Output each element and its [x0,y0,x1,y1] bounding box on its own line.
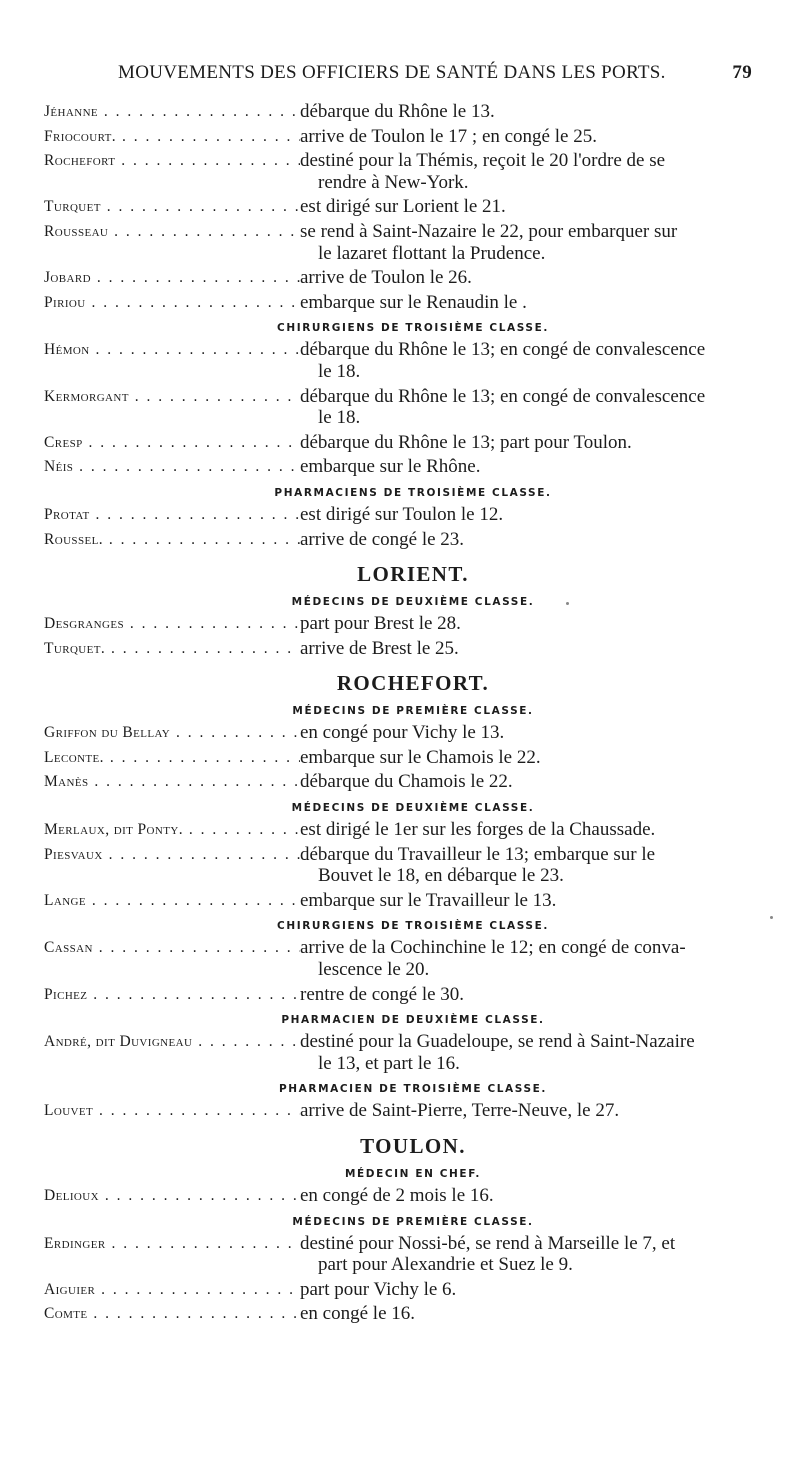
movement-text [300,101,756,123]
movement-text [300,844,756,887]
officer-name: Leconte. . . . [44,747,300,769]
officer-name: Cassan . . . [44,937,300,959]
officer-name: Cresp . . . [44,432,300,454]
officer-name: Piriou . . . [44,292,300,314]
movement-text-line: embarque sur le Rhône. [300,456,481,478]
movement-entry [44,292,756,314]
officer-name: Jéhanne . . . [44,101,300,123]
movement-entry [44,432,756,454]
movement-entry [44,339,756,382]
movement-entry [44,1233,756,1276]
officer-name: Kermorgant . . . [44,386,300,408]
rank-heading: MÉDECINS DE DEUXIÈME CLASSE. [291,802,535,815]
officer-name: Friocourt. . . . [44,126,300,148]
movement-text-line: en congé de 2 mois le 16. [300,1185,494,1206]
movement-entry [44,267,756,289]
movement-text [300,1303,756,1325]
movement-text-continuation: Bouvet le 18, en débarque le 23. [318,865,564,887]
movement-entry [44,196,756,218]
officer-name: Rousseau . . . [44,221,300,243]
rank-heading: PHARMACIEN DE DEUXIÈME CLASSE. [281,1014,545,1027]
page-number: 79 [732,62,752,83]
movement-text-line: est dirigé le 1er sur les forges de la Chaussade. [300,819,656,841]
movement-text-line: se rend à Saint-Nazaire le 22, pour embarquer sur [300,220,678,242]
movement-text-line: arrive de Toulon le 26. [300,267,472,289]
movement-text [300,890,756,912]
officer-name: Roussel. . . . [44,529,300,551]
movement-text [300,339,756,382]
movement-text-line: part pour Vichy le 6. [300,1278,457,1300]
movement-text [300,819,756,841]
officer-name: Turquet . . . [44,196,300,218]
officer-name: Turquet. . . . [44,638,300,660]
officer-name: Merlaux, dit Ponty. . . . [44,819,300,841]
movement-text-line: débarque du Chamois le 22. [300,771,513,793]
officer-name: André, dit Duvigneau . . . [44,1031,300,1053]
movement-text-line: est dirigé sur Toulon le 12. [300,503,504,525]
officer-name: Hémon . . . [44,339,300,361]
officer-name: Lange . . . [44,890,300,912]
movement-text-continuation: le lazaret flottant la Prudence. [318,242,546,264]
document-body [44,98,756,1328]
movement-text-line: arrive de congé le 23. [300,528,465,550]
rank-heading: MÉDECINS DE PREMIÈRE CLASSE. [292,1215,534,1228]
movement-text [300,504,756,526]
movement-text [300,1031,756,1074]
movement-text-line: embarque sur le Chamois le 22. [300,746,541,768]
movement-entry [44,1031,756,1074]
movement-entry [44,126,756,148]
movement-text [300,126,756,148]
movement-entry [44,747,756,769]
movement-entry [44,984,756,1006]
movement-entry [44,456,756,478]
header-title: MOUVEMENTS DES OFFICIERS DE SANTÉ DANS LES PORTS. [118,62,666,83]
movement-text [300,196,756,218]
movement-text [300,456,756,478]
port-heading: ROCHEFORT. [336,671,490,696]
port-heading: TOULON. [360,1134,466,1158]
movement-text-line: destiné pour la Thémis, reçoit le 20 l'ordre de se [300,150,666,172]
scan-speck [566,602,569,605]
rank-heading: CHIRURGIENS DE TROISIÈME CLASSE. [277,920,549,933]
officer-name: Néis . . . [44,456,300,478]
running-header [118,62,752,92]
movement-entry [44,101,756,123]
officer-name: Delioux . . . [44,1185,300,1207]
rank-heading: PHARMACIENS DE TROISIÈME CLASSE. [274,486,552,499]
movement-entry [44,1303,756,1325]
movement-text-line: arrive de Saint-Pierre, Terre-Neuve, le 27. [300,1100,620,1122]
movement-entry [44,529,756,551]
movement-text [300,638,756,660]
movement-text [300,1185,756,1207]
movement-entry [44,722,756,744]
movement-text-line: débarque du Rhône le 13; en congé de convalescence [300,339,706,361]
movement-text [300,1279,756,1301]
rank-heading: CHIRURGIENS DE TROISIÈME CLASSE. [277,322,549,335]
officer-name: Comte . . . [44,1303,300,1325]
movement-text [300,722,756,744]
movement-entry [44,890,756,912]
movement-text-line: part pour Brest le 28. [300,613,461,635]
officer-name: Jobard . . . [44,267,300,289]
rank-heading: MÉDECINS DE PREMIÈRE CLASSE. [292,705,534,718]
movement-text [300,937,756,980]
rank-heading: PHARMACIEN DE TROISIÈME CLASSE. [279,1083,547,1096]
movement-text-line: destiné pour Nossi-bé, se rend à Marseille le 7, et [300,1232,676,1254]
officer-name: Manès . . . [44,771,300,793]
movement-text-line: embarque sur le Renaudin le . [300,291,527,313]
movement-text [300,613,756,635]
movement-text [300,771,756,793]
movement-text [300,529,756,551]
movement-text-line: débarque du Rhône le 13; en congé de convalescence [300,385,706,407]
officer-name: Protat . . . [44,504,300,526]
movement-entry [44,819,756,841]
movement-entry [44,638,756,660]
movement-text-line: destiné pour la Guadeloupe, se rend à Saint-Nazaire [300,1031,695,1053]
movement-text-continuation: part pour Alexandrie et Suez le 9. [318,1254,573,1276]
movement-entry [44,771,756,793]
movement-text-line: arrive de Toulon le 17 ; en congé le 25. [300,125,597,147]
movement-text-line: arrive de Brest le 25. [300,637,459,659]
movement-text [300,432,756,454]
movement-entry [44,504,756,526]
officer-name: Piesvaux . . . [44,844,300,866]
officer-name: Pichez . . . [44,984,300,1006]
movement-text [300,292,756,314]
movement-entry [44,150,756,193]
movement-text [300,221,756,264]
movement-text [300,386,756,429]
movement-entry [44,1100,756,1122]
officer-name: Rochefort . . . [44,150,300,172]
scan-speck [770,916,773,919]
movement-text [300,747,756,769]
rank-heading: MÉDECINS DE DEUXIÈME CLASSE. [291,596,535,609]
officer-name: Griffon du Bellay . . . [44,722,300,744]
movement-text-line: débarque du Travailleur le 13; embarque sur le [300,843,656,865]
movement-text-continuation: lescence le 20. [318,959,430,981]
officer-name: Aiguier . . . [44,1279,300,1301]
movement-text-line: embarque sur le Travailleur le 13. [300,889,557,911]
movement-text-line: débarque du Rhône le 13. [300,101,495,122]
port-heading: LORIENT. [357,562,469,587]
movement-entry [44,221,756,264]
movement-text-continuation: le 18. [318,407,361,429]
officer-name: Erdinger . . . [44,1233,300,1255]
movement-entry [44,844,756,887]
movement-text-line: débarque du Rhône le 13; part pour Toulon. [300,431,632,453]
movement-text [300,1100,756,1122]
movement-text-continuation: le 18. [318,360,361,382]
movement-entry [44,1185,756,1207]
movement-text [300,1233,756,1276]
movement-entry [44,613,756,635]
movement-entry [44,937,756,980]
movement-entry [44,386,756,429]
rank-heading: MÉDECIN EN CHEF. [344,1168,482,1180]
movement-text-line: rentre de congé le 30. [300,983,465,1005]
movement-entry [44,1279,756,1301]
officer-name: Desgranges . . . [44,613,300,635]
movement-text-line: en congé le 16. [300,1303,416,1325]
movement-text-continuation: le 13, et part le 16. [318,1052,460,1074]
movement-text-line: est dirigé sur Lorient le 21. [300,196,506,218]
movement-text [300,150,756,193]
movement-text-continuation: rendre à New-York. [318,171,469,193]
movement-text-line: arrive de la Cochinchine le 12; en congé de conva- [300,937,686,959]
movement-text-line: en congé pour Vichy le 13. [300,722,505,744]
officer-name: Louvet . . . [44,1100,300,1122]
movement-text [300,984,756,1006]
movement-text [300,267,756,289]
